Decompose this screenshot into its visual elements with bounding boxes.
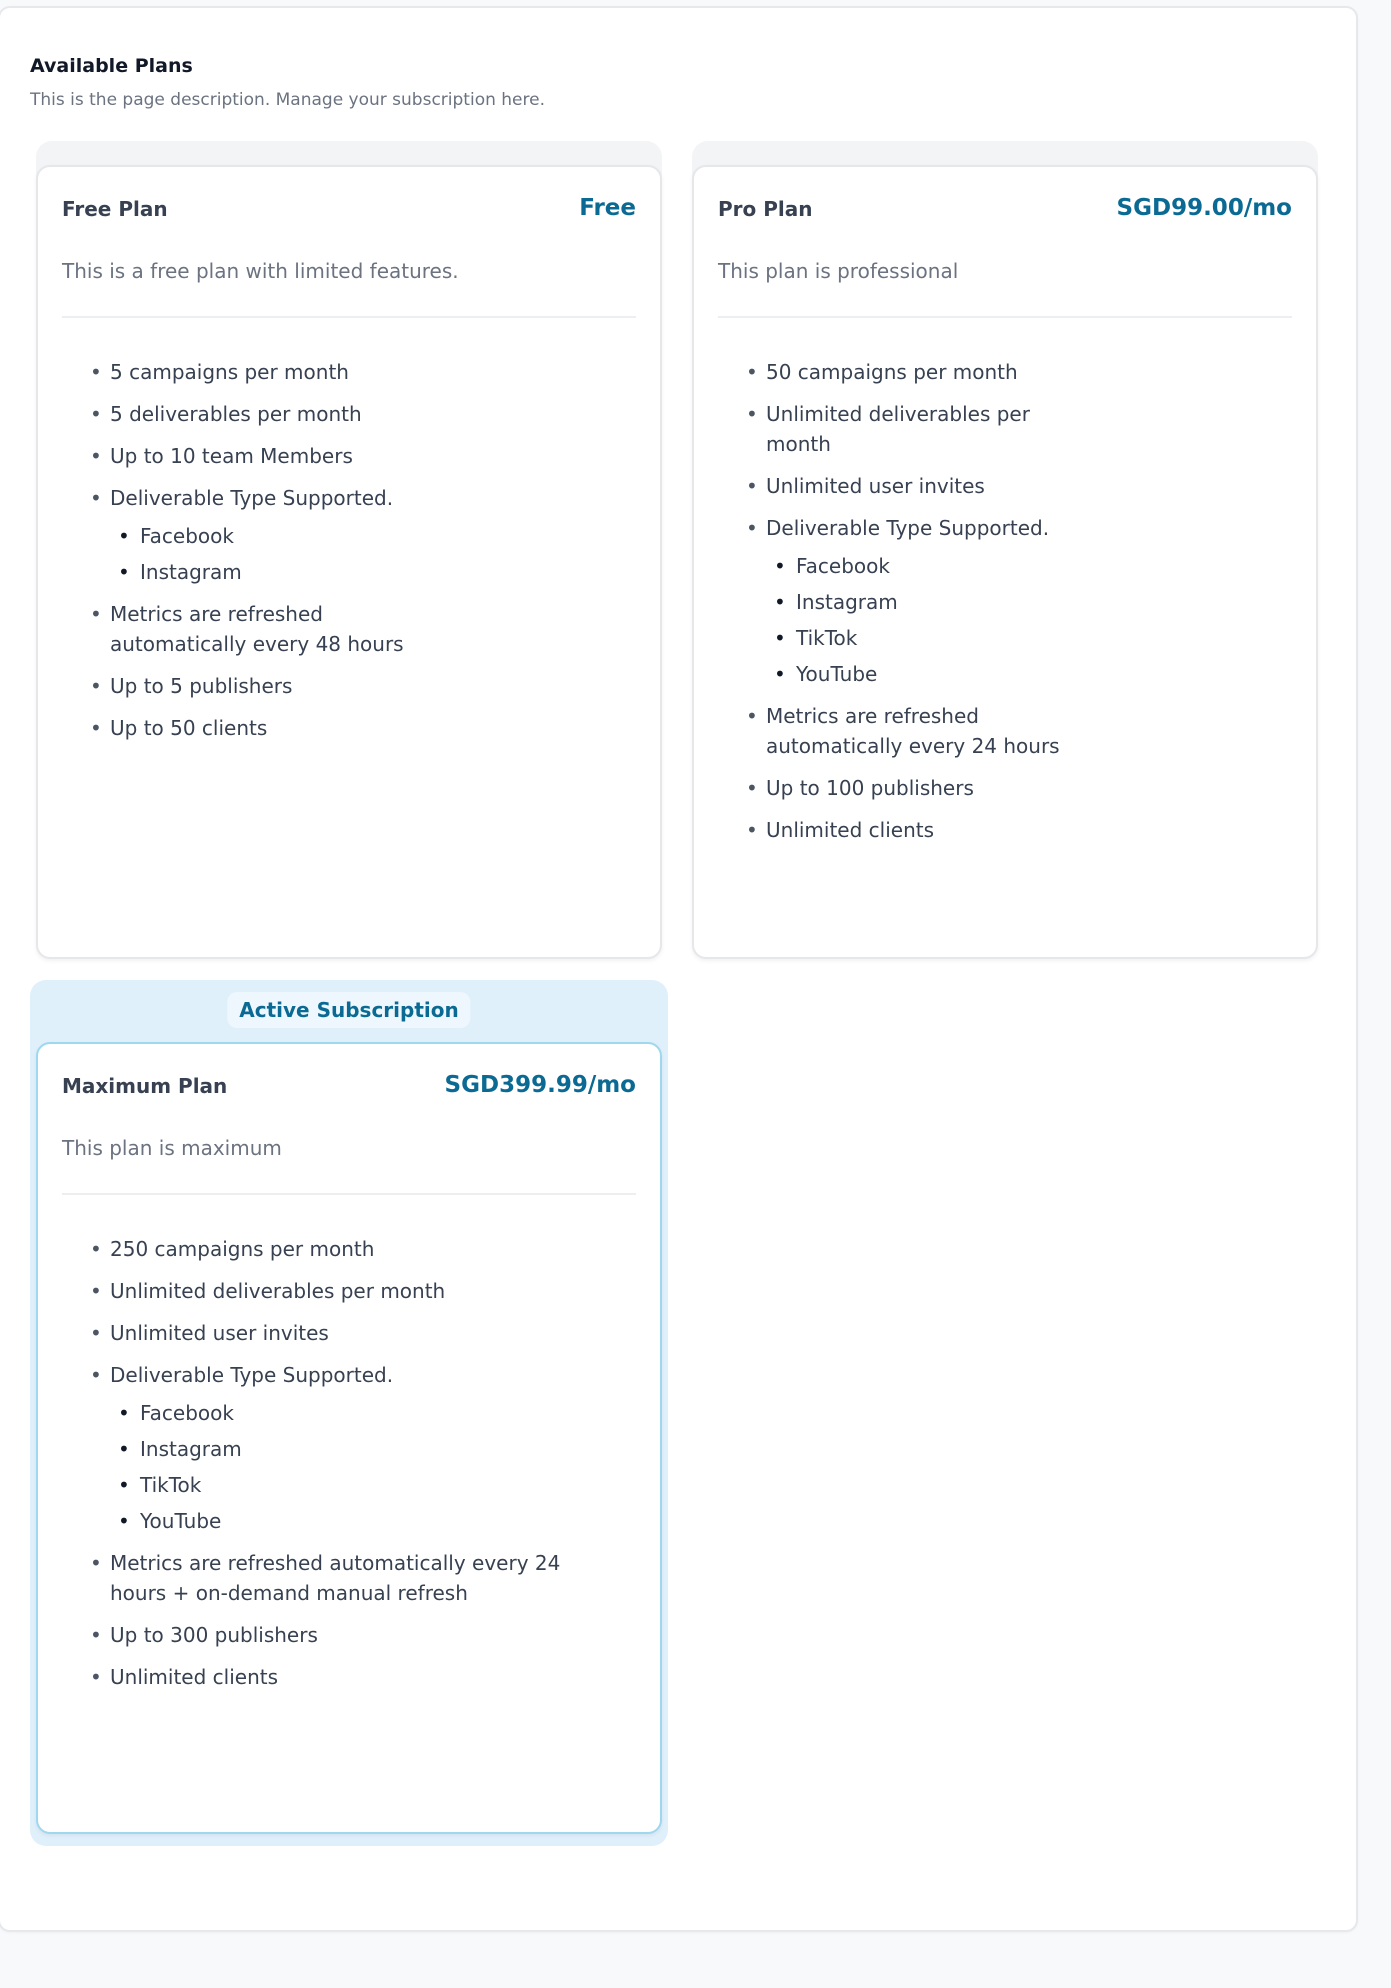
divider bbox=[62, 1193, 636, 1195]
page-description: This is the page description. Manage your subscription here. bbox=[30, 90, 545, 110]
plan-description: This is a free plan with limited features. bbox=[62, 259, 459, 283]
plan-price: SGD99.00/mo bbox=[1116, 195, 1292, 221]
feature-item: • Unlimited clients bbox=[718, 815, 1096, 845]
feature-item: • Up to 50 clients bbox=[62, 713, 440, 743]
plan-description: This plan is professional bbox=[718, 259, 959, 283]
deliverable-type-item: • YouTube bbox=[110, 1506, 580, 1536]
feature-item: • Unlimited user invites bbox=[62, 1318, 580, 1348]
plan-maximum-wrapper bbox=[30, 980, 668, 1846]
feature-item: • Metrics are refreshed automatically every 24 hours bbox=[718, 701, 1096, 761]
feature-item: • 50 campaigns per month bbox=[718, 357, 1096, 387]
feature-item: • Up to 10 team Members bbox=[62, 441, 440, 471]
plan-price: SGD399.99/mo bbox=[444, 1072, 636, 1098]
deliverable-type-item: • Instagram bbox=[766, 587, 1096, 617]
plans-panel bbox=[0, 6, 1358, 1932]
plan-card-free[interactable] bbox=[36, 165, 662, 959]
feature-item: • 250 campaigns per month bbox=[62, 1234, 580, 1264]
plan-name: Pro Plan bbox=[718, 197, 813, 221]
plan-pro-wrapper bbox=[692, 141, 1318, 959]
deliverable-type-item: • Facebook bbox=[766, 551, 1096, 581]
divider bbox=[62, 316, 636, 318]
feature-item: • 5 deliverables per month bbox=[62, 399, 440, 429]
feature-item: • Unlimited deliverables per month bbox=[62, 1276, 580, 1306]
divider bbox=[718, 316, 1292, 318]
plan-name: Free Plan bbox=[62, 197, 168, 221]
plan-header bbox=[62, 1072, 636, 1102]
deliverable-type-list bbox=[766, 551, 1096, 689]
feature-list bbox=[718, 357, 1096, 857]
feature-item: • Unlimited clients bbox=[62, 1662, 580, 1692]
plan-price: Free bbox=[579, 195, 636, 221]
deliverable-type-item: • Facebook bbox=[110, 521, 440, 551]
plan-description: This plan is maximum bbox=[62, 1136, 282, 1160]
deliverable-type-item: • YouTube bbox=[766, 659, 1096, 689]
plan-header bbox=[62, 195, 636, 225]
feature-item bbox=[62, 483, 440, 587]
feature-item: • Unlimited user invites bbox=[718, 471, 1096, 501]
deliverable-type-list bbox=[110, 1398, 580, 1536]
deliverable-type-item: • Instagram bbox=[110, 557, 440, 587]
deliverable-type-item: • Facebook bbox=[110, 1398, 580, 1428]
page-title: Available Plans bbox=[30, 55, 193, 77]
feature-item: • 5 campaigns per month bbox=[62, 357, 440, 387]
deliverable-type-item: • TikTok bbox=[766, 623, 1096, 653]
feature-text: Deliverable Type Supported. bbox=[110, 1363, 394, 1387]
active-subscription-badge: Active Subscription bbox=[227, 992, 470, 1028]
feature-item: • Metrics are refreshed automatically every 48 hours bbox=[62, 599, 440, 659]
feature-item: • Up to 300 publishers bbox=[62, 1620, 580, 1650]
plan-name: Maximum Plan bbox=[62, 1074, 228, 1098]
feature-item: • Unlimited deliverables per month bbox=[718, 399, 1096, 459]
deliverable-type-item: • TikTok bbox=[110, 1470, 580, 1500]
feature-item: • Up to 5 publishers bbox=[62, 671, 440, 701]
plan-header bbox=[718, 195, 1292, 225]
feature-item bbox=[62, 1360, 580, 1536]
feature-item bbox=[718, 513, 1096, 689]
deliverable-type-list bbox=[110, 521, 440, 587]
feature-text: Deliverable Type Supported. bbox=[110, 486, 394, 510]
plan-free-wrapper bbox=[36, 141, 662, 959]
plan-card-maximum[interactable] bbox=[36, 1042, 662, 1834]
plan-card-pro[interactable] bbox=[692, 165, 1318, 959]
deliverable-type-item: • Instagram bbox=[110, 1434, 580, 1464]
feature-item: • Metrics are refreshed automatically every 24 hours + on-demand manual refresh bbox=[62, 1548, 580, 1608]
feature-list bbox=[62, 1234, 580, 1704]
feature-list bbox=[62, 357, 440, 755]
feature-item: • Up to 100 publishers bbox=[718, 773, 1096, 803]
feature-text: Deliverable Type Supported. bbox=[766, 516, 1050, 540]
